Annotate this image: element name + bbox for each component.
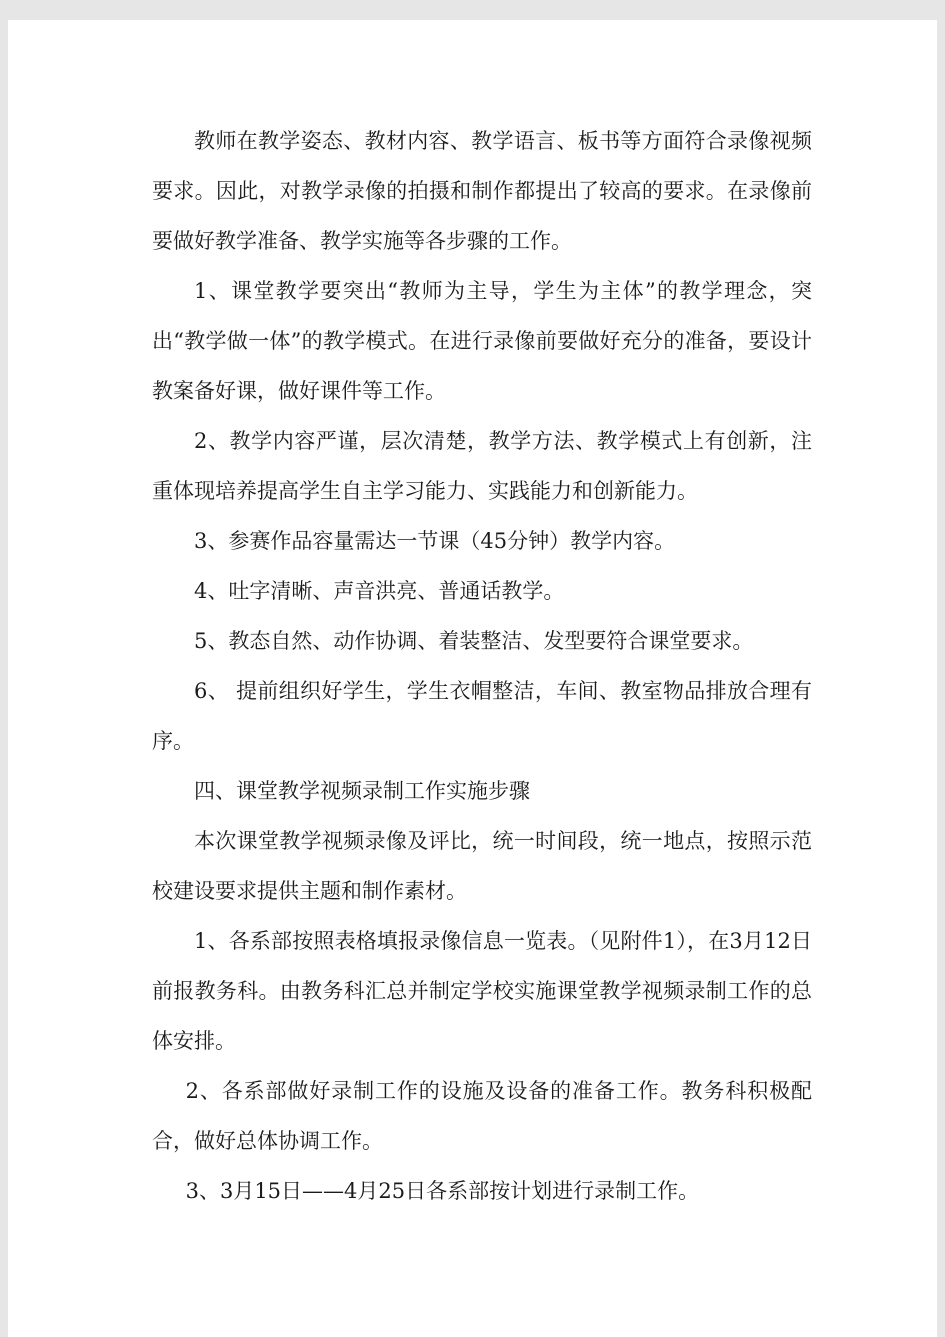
paragraph-item-3: 3、参赛作品容量需达一节课（45分钟）教学内容。 bbox=[194, 529, 676, 553]
paragraph-step-1: 1、各系部按照表格填报录像信息一览表。（见附件1），在3月12日前报教务科。由教务科汇总并制定学校实施课堂教学视频录制工作的总体安排。 bbox=[152, 929, 812, 1053]
paragraph-step-3: 3、3月15日——4月25日各系部按计划进行录制工作。 bbox=[185, 1179, 700, 1203]
paragraph-item-4: 4、吐字清晰、声音洪亮、普通话教学。 bbox=[194, 579, 565, 603]
paragraph-item-2: 2、教学内容严谨，层次清楚，教学方法、教学模式上有创新，注重体现培养提高学生自主学习能力、实践能力和创新能力。 bbox=[152, 429, 812, 503]
paragraph-step-2: 2、各系部做好录制工作的设施及设备的准备工作。教务科积极配合，做好总体协调工作。 bbox=[152, 1079, 812, 1153]
paragraph-section-intro: 本次课堂教学视频录像及评比，统一时间段，统一地点，按照示范校建设要求提供主题和制作素材。 bbox=[152, 829, 812, 903]
document-body bbox=[152, 116, 812, 1216]
section-heading-4: 四、课堂教学视频录制工作实施步骤 bbox=[194, 779, 530, 803]
paragraph-item-1: 1、课堂教学要突出“教师为主导，学生为主体”的教学理念，突出“教学做一体”的教学模式。在进行录像前要做好充分的准备，要设计教案备好课，做好课件等工作。 bbox=[152, 279, 812, 403]
paragraph-intro: 教师在教学姿态、教材内容、教学语言、板书等方面符合录像视频要求。因此，对教学录像的拍摄和制作都提出了较高的要求。在录像前要做好教学准备、教学实施等各步骤的工作。 bbox=[152, 129, 812, 253]
paragraph-item-6: 6、 提前组织好学生，学生衣帽整洁，车间、教室物品排放合理有序。 bbox=[152, 679, 812, 753]
paragraph-item-5: 5、教态自然、动作协调、着装整洁、发型要符合课堂要求。 bbox=[194, 629, 754, 653]
document-page bbox=[8, 20, 937, 1337]
